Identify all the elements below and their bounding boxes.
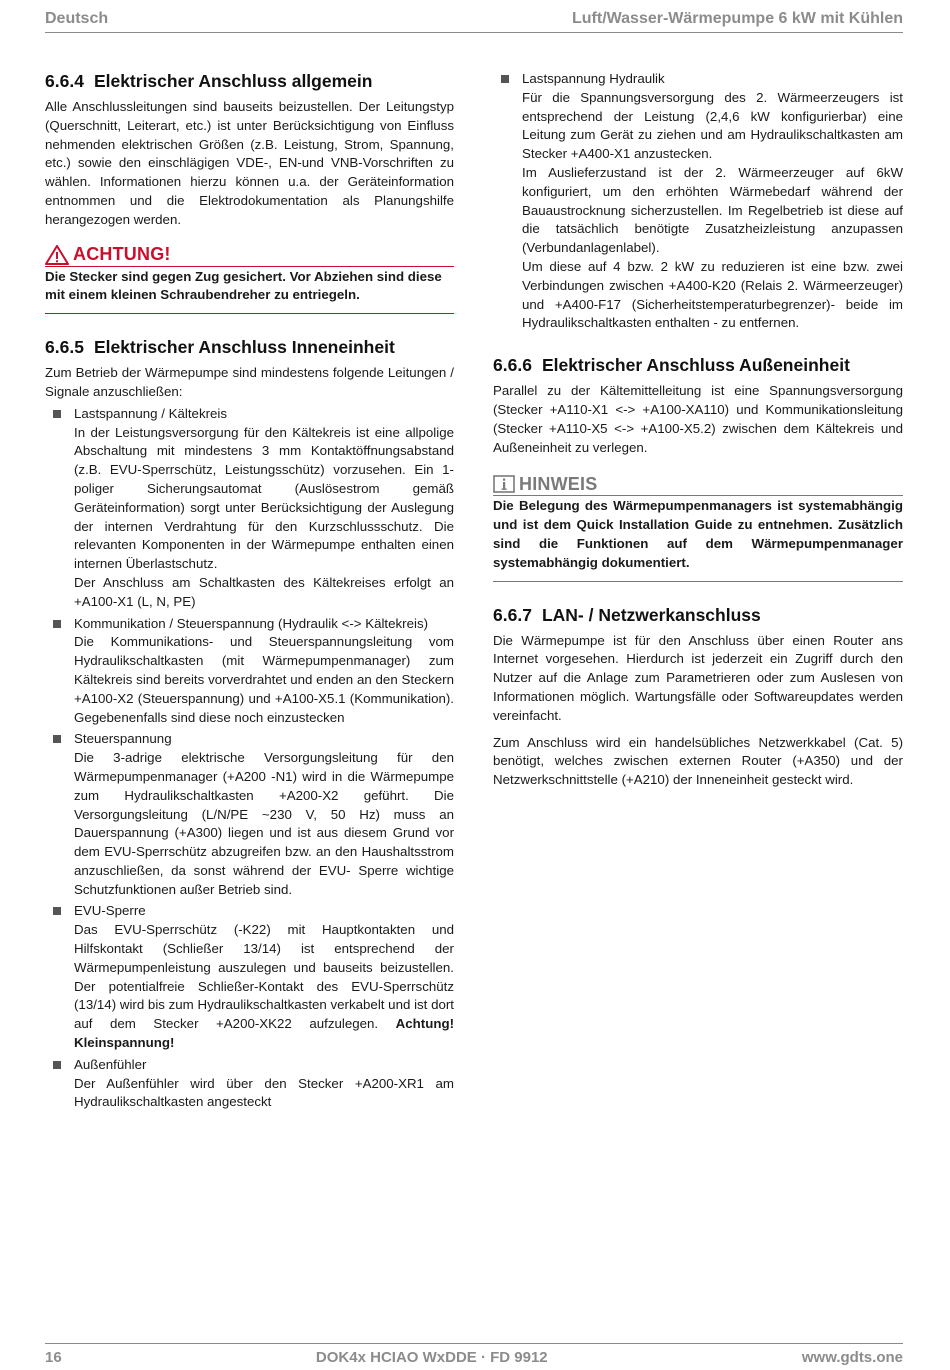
hydraulik-list — [493, 70, 903, 333]
warning-header — [45, 244, 454, 267]
connection-list — [45, 405, 454, 1112]
section-title: LAN- / Netzwerkanschluss — [541, 604, 761, 625]
list-item-title: Außenfühler — [74, 1056, 147, 1072]
section-6-6-6-body: Parallel zu der Kältemittelleitung ist eine Spannungsversorgung (Stecker +A110-X1 <-> +A100-XA110) und Kommunikationsleitung (Stecker +A110-X5 <-> +A100-X5.2) zwischen dem Kältekreis und Außeneinheit zu verlegen. — [493, 383, 903, 455]
list-item-emphasis: Achtung! Kleinspannung! — [74, 1016, 454, 1051]
list-item-text: Um diese auf 4 bzw. 2 kW zu reduzieren ist eine bzw. zwei Verbindungen zwischen +A400-K20 (Relais 2. Wärmeerzeuger) und +A400-F17 (Sicherheitstemperaturbegrenzer)- beide im Hydraulikschaltkasten enthalten - zu entfernen. — [522, 258, 903, 331]
section-6-6-5-intro: Zum Betrieb der Wärmepumpe sind mindestens folgende Leitungen / Signale anzuschließen: — [45, 365, 454, 399]
list-item-title: Kommunikation / Steuerspannung (Hydraulik <-> Kältekreis) — [74, 615, 429, 631]
list-item-text: Die Kommunikations- und Steuerspannungsleitung vom Hydraulikschaltkasten (mit Wärmepumpenmanager) zum Kältekreis sind bereits vorverdrahtet und enden an den Steckern +A100-X2 (Steuerspannung) und +A100-X5.1 (Kommunikation). Gegebenenfalls sind diese noch einzustecken — [74, 634, 454, 725]
list-item-text: In der Leistungsversorgung für den Kältekreis ist eine allpolige Abschaltung mit mindestens 3 mm Kontaktöffnungsabstand (z.B. EVU-Sperrschütz, Leistungsschütz) vorzusehen. Ein 1-poliger Sicherungsautomat (Auslösestrom gemäß Geräteinformation) sorgt unter Berücksichtigung der Auslegung der internen Verdrahtung für den Kurzschlussschutz. Die relevanten Komponenten in der Wärmepumpe enthalten einen internen Überlastschutz. — [74, 424, 454, 572]
list-item-title: Lastspannung / Kältekreis — [74, 405, 228, 421]
square-bullet-icon — [53, 1061, 61, 1069]
list-item — [45, 1056, 454, 1112]
list-item-title: EVU-Sperre — [74, 903, 146, 919]
section-number: 6.6.5 — [45, 337, 84, 358]
square-bullet-icon — [501, 75, 509, 83]
square-bullet-icon — [53, 410, 61, 418]
square-bullet-icon — [53, 620, 61, 628]
section-title: Elektrischer Anschluss Außeneinheit — [541, 355, 850, 376]
list-item-text: Der Anschluss am Schaltkasten des Kältekreises erfolgt an +A100-X1 (L, N, PE) — [74, 574, 454, 609]
section-heading-6-6-7 — [493, 604, 903, 626]
header-product-title: Luft/Wasser-Wärmepumpe 6 kW mit Kühlen — [572, 10, 903, 27]
section-heading-6-6-4 — [45, 70, 454, 92]
square-bullet-icon — [53, 735, 61, 743]
section-6-6-7-body: Die Wärmepumpe ist für den Anschluss über einen Router ans Internet vorgesehen. Hierdurch ist jederzeit ein Zugriff durch den Nutzer auf die Anlage zum Parametrieren oder zum Auslesen von Informationen möglich. Wartungsfälle oder Softwareupdates werden vereinfacht. — [493, 632, 903, 723]
section-number: 6.6.6 — [493, 355, 532, 376]
list-item-text: Die 3-adrige elektrische Versorgungsleitung für den Wärmepumpenmanager (+A200 -N1) wird in die Wärmepumpe zum Hydraulikschaltkasten +A200-X2 geführt. Die Versorgungsleitung (L/N/PE ~230 V, 50 Hz) muss an Dauerspannung (+A300) liegen und ist aus diesem Grund vor dem EVU-Sperrschütz abzugreifen bzw. an den Haushaltsstrom anzuschließen, da sonst während der EVU- Sperre wichtige Schutzfunktionen außer Betrieb sind. — [74, 750, 454, 897]
section-6-6-7-body-2: Zum Anschluss wird ein handelsübliches Netzwerkkabel (Cat. 5) benötigt, welches zwischen externen Router (+A350) und der Netzwerkschnittstelle (+A210) der Inneneinheit gesteckt wird. — [493, 734, 903, 788]
list-item — [45, 405, 454, 612]
list-item-title: Steuerspannung — [74, 731, 172, 747]
section-heading-6-6-6 — [493, 354, 903, 376]
list-item-text — [74, 921, 454, 1053]
hint-text: Die Belegung des Wärmepumpenmanagers ist systemabhängig und ist dem Quick Installation Guide zu entnehmen. Zusätzlich sind die Funktionen auf dem Wärmepumpenmanager systemabhängig dokumentiert. — [493, 496, 903, 581]
hint-box — [493, 473, 903, 581]
warning-box — [45, 244, 454, 315]
list-item — [493, 70, 903, 333]
square-bullet-icon — [53, 907, 61, 915]
info-box-icon — [493, 475, 515, 493]
page-header — [45, 6, 903, 33]
section-title: Elektrischer Anschluss allgemein — [93, 71, 373, 91]
section-title: Elektrischer Anschluss Inneneinheit — [93, 337, 395, 358]
section-number: 6.6.4 — [45, 71, 84, 91]
list-item-text: Im Auslieferzustand ist der 2. Wärmeerzeuger auf 6kW konfiguriert, um den erhöhten Wärmebedarf während der Bauaustrocknung sicherzustellen. Im Regelbetrieb ist diese auf die tatsächlich benötigte Zusatzheizleistung anzupassen (Verbundanlagenlabel). — [522, 164, 903, 256]
page-number: 16 — [45, 1348, 62, 1366]
section-6-6-4-body: Alle Anschlussleitungen sind bauseits beizustellen. Der Leitungstyp (Querschnitt, Leiterart, etc.) ist unter Berücksichtigung von Einfluss nehmenden elektrischen Größen (z.B. Leistung, Strom, Spannung, etc.) sowie den einschlägigen VDE-, EN-und VNB-Vorschriften zu wählen. Informationen hierzu können u.a. der Geräteinformation entnommen und die Elektrodokumentation als Planungshilfe herangezogen werden. — [45, 99, 454, 227]
website-link[interactable]: www.gdts.one — [801, 1348, 903, 1366]
list-item-text-main: Das EVU-Sperrschütz (-K22) mit Hauptkontakten und Hilfskontakt (Schließer 13/14) ist entsprechend der Wärmepumpenleistung auszulegen und bauseits beizustellen. Der potentialfreie Schließer-Kontakt des EVU-Sperrschütz (13/14) wird bis zum Hydraulikschaltkasten verkabelt und ist dort auf dem Stecker +A200-XK22 aufzulegen. — [74, 922, 454, 1032]
list-item-text: Der Außenfühler wird über den Stecker +A200-XR1 am Hydraulikschaltkasten angesteckt — [74, 1075, 454, 1110]
list-item-text: Für die Spannungsversorgung des 2. Wärmeerzeugers ist entsprechend der Leistung (2,4,6 kW konfigurierbar) eine Leitung zum Gerät zu ziehen und am Hydraulikschaltkasten am Stecker +A400-X1 anzustecken. — [522, 89, 903, 162]
list-item — [45, 730, 454, 899]
list-item — [45, 615, 454, 728]
left-column — [45, 70, 454, 1115]
warning-text: Die Stecker sind gegen Zug gesichert. Vor Abziehen sind diese mit einem kleinen Schraubendreher zu entriegeln. — [45, 267, 454, 315]
section-number: 6.6.7 — [493, 604, 532, 625]
section-heading-6-6-5 — [45, 336, 454, 358]
header-language: Deutsch — [45, 10, 109, 27]
page-footer — [45, 1343, 903, 1370]
list-item — [45, 902, 454, 1052]
hint-header — [493, 473, 903, 496]
warning-triangle-icon — [45, 245, 69, 265]
document-id: DOK4x HCIAO WxDDE · FD 9912 — [315, 1348, 548, 1366]
right-column — [493, 70, 903, 798]
hint-label: HINWEIS — [519, 473, 598, 494]
warning-label: ACHTUNG! — [73, 244, 171, 265]
list-item-title: Lastspannung Hydraulik — [522, 71, 665, 86]
